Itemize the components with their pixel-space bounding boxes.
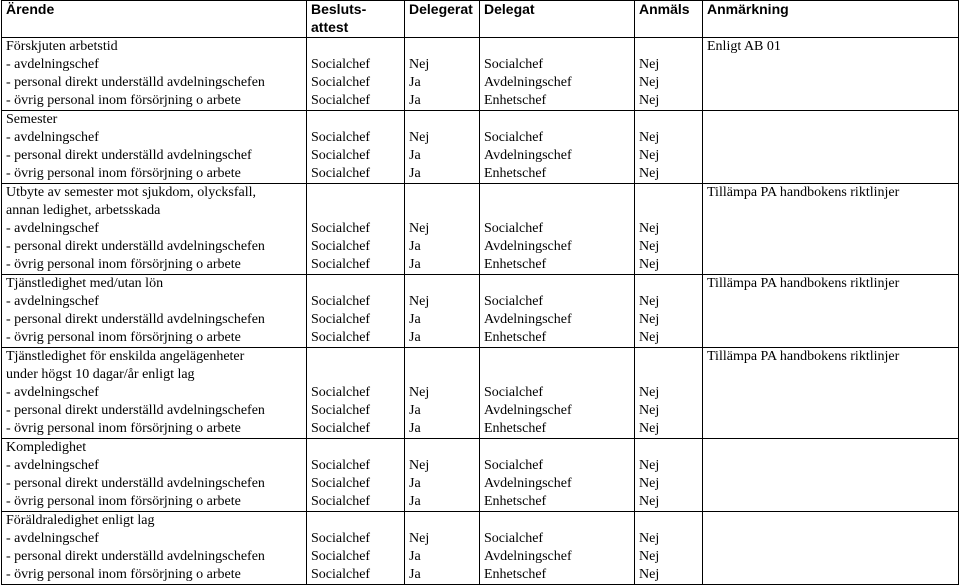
delegat-value: Socialchef bbox=[484, 385, 544, 400]
anmals-value: Nej bbox=[639, 567, 660, 582]
delegerat-value: Nej bbox=[409, 294, 430, 309]
delegat-cell bbox=[480, 439, 635, 512]
delegat-value: Enhetschef bbox=[484, 494, 547, 509]
delegerat-value bbox=[409, 348, 475, 366]
anmals-value bbox=[639, 38, 698, 56]
delegat-value: Socialchef bbox=[484, 57, 544, 72]
delegerat-value: Nej bbox=[409, 130, 430, 145]
header-anmals: Anmäls bbox=[635, 1, 703, 38]
delegerat-value: Ja bbox=[409, 148, 421, 163]
arende-line: - personal direkt underställd avdelningschefen bbox=[6, 75, 265, 90]
header-arende: Ärende bbox=[2, 1, 307, 38]
anmarkning-cell bbox=[703, 275, 959, 348]
delegat-value: Avdelningschef bbox=[484, 549, 572, 564]
arende-line: - personal direkt underställd avdelningschefen bbox=[6, 403, 265, 418]
anmarkning-value bbox=[707, 512, 954, 530]
delegat-value: Enhetschef bbox=[484, 421, 547, 436]
delegerat-value bbox=[409, 202, 475, 220]
anmals-value bbox=[639, 512, 698, 530]
beslutsattest-cell bbox=[307, 275, 405, 348]
delegerat-cell bbox=[405, 111, 480, 184]
arende-line: Förskjuten arbetstid bbox=[6, 39, 118, 54]
anmals-value bbox=[639, 111, 698, 129]
arende-cell bbox=[2, 111, 307, 184]
beslutsattest-value: Socialchef bbox=[311, 166, 371, 181]
delegerat-value: Ja bbox=[409, 476, 421, 491]
beslutsattest-cell bbox=[307, 348, 405, 439]
anmals-cell bbox=[635, 184, 703, 275]
arende-line: - avdelningschef bbox=[6, 531, 99, 546]
delegat-value: Avdelningschef bbox=[484, 239, 572, 254]
anmals-cell bbox=[635, 439, 703, 512]
anmals-cell bbox=[635, 275, 703, 348]
delegerat-value: Ja bbox=[409, 567, 421, 582]
anmarkning-value: Tillämpa PA handbokens riktlinjer bbox=[707, 349, 900, 364]
anmals-value: Nej bbox=[639, 330, 660, 345]
beslutsattest-cell bbox=[307, 38, 405, 111]
delegerat-value: Ja bbox=[409, 549, 421, 564]
header-delegerat: Delegerat bbox=[405, 1, 480, 38]
table-body bbox=[2, 38, 959, 585]
anmals-value: Nej bbox=[639, 312, 660, 327]
arende-cell bbox=[2, 275, 307, 348]
delegat-value: Socialchef bbox=[484, 531, 544, 546]
delegerat-value bbox=[409, 111, 475, 129]
anmals-value: Nej bbox=[639, 130, 660, 145]
beslutsattest-value: Socialchef bbox=[311, 531, 371, 546]
beslutsattest-value: Socialchef bbox=[311, 403, 371, 418]
header-row bbox=[2, 1, 959, 38]
beslutsattest-value bbox=[311, 512, 400, 530]
delegerat-value: Ja bbox=[409, 312, 421, 327]
anmals-value: Nej bbox=[639, 75, 660, 90]
header-delegat: Delegat bbox=[480, 1, 635, 38]
table-row bbox=[2, 348, 959, 439]
delegerat-value: Nej bbox=[409, 221, 430, 236]
anmals-value bbox=[639, 275, 698, 293]
delegat-value bbox=[484, 202, 630, 220]
delegerat-value: Ja bbox=[409, 166, 421, 181]
beslutsattest-value bbox=[311, 366, 400, 384]
arende-line: - övrig personal inom försörjning o arbete bbox=[6, 166, 241, 181]
beslutsattest-value: Socialchef bbox=[311, 549, 371, 564]
beslutsattest-value: Socialchef bbox=[311, 130, 371, 145]
arende-line: Tjänstledighet för enskilda angelägenheter bbox=[6, 349, 245, 364]
delegerat-value: Ja bbox=[409, 421, 421, 436]
arende-line: - övrig personal inom försörjning o arbete bbox=[6, 421, 241, 436]
beslutsattest-cell bbox=[307, 184, 405, 275]
anmals-value: Nej bbox=[639, 57, 660, 72]
table-row bbox=[2, 38, 959, 111]
arende-line: - avdelningschef bbox=[6, 294, 99, 309]
anmals-value bbox=[639, 202, 698, 220]
delegat-value: Enhetschef bbox=[484, 567, 547, 582]
anmarkning-cell bbox=[703, 38, 959, 111]
table-row bbox=[2, 275, 959, 348]
arende-line: - personal direkt underställd avdelningschefen bbox=[6, 549, 265, 564]
delegerat-value: Ja bbox=[409, 93, 421, 108]
beslutsattest-cell bbox=[307, 439, 405, 512]
table-row bbox=[2, 439, 959, 512]
beslutsattest-value bbox=[311, 202, 400, 220]
arende-line: - personal direkt underställd avdelningschefen bbox=[6, 239, 265, 254]
delegerat-value: Nej bbox=[409, 458, 430, 473]
beslutsattest-value bbox=[311, 111, 400, 129]
header-beslutsattest bbox=[307, 1, 405, 38]
beslutsattest-value: Socialchef bbox=[311, 239, 371, 254]
arende-line: annan ledighet, arbetsskada bbox=[6, 203, 161, 218]
anmarkning-value: Enligt AB 01 bbox=[707, 39, 781, 54]
anmals-value: Nej bbox=[639, 549, 660, 564]
delegat-value bbox=[484, 38, 630, 56]
delegerat-value bbox=[409, 439, 475, 457]
beslutsattest-value bbox=[311, 275, 400, 293]
beslutsattest-value: Socialchef bbox=[311, 494, 371, 509]
arende-cell bbox=[2, 38, 307, 111]
anmarkning-value bbox=[707, 439, 954, 457]
anmals-value bbox=[639, 348, 698, 366]
arende-line: under högst 10 dagar/år enligt lag bbox=[6, 367, 195, 382]
anmarkning-cell bbox=[703, 184, 959, 275]
beslutsattest-value: Socialchef bbox=[311, 385, 371, 400]
arende-line: - personal direkt underställd avdelningschef bbox=[6, 148, 252, 163]
beslutsattest-cell bbox=[307, 512, 405, 585]
beslutsattest-value: Socialchef bbox=[311, 458, 371, 473]
arende-line: - personal direkt underställd avdelningschefen bbox=[6, 312, 265, 327]
delegat-value: Socialchef bbox=[484, 458, 544, 473]
beslutsattest-value bbox=[311, 439, 400, 457]
anmarkning-cell bbox=[703, 439, 959, 512]
arende-line: - avdelningschef bbox=[6, 221, 99, 236]
arende-line: Föräldraledighet enligt lag bbox=[6, 513, 155, 528]
delegat-value: Socialchef bbox=[484, 221, 544, 236]
anmals-value: Nej bbox=[639, 221, 660, 236]
anmals-value: Nej bbox=[639, 421, 660, 436]
delegerat-cell bbox=[405, 38, 480, 111]
delegat-value bbox=[484, 348, 630, 366]
delegat-value: Avdelningschef bbox=[484, 75, 572, 90]
delegat-value bbox=[484, 439, 630, 457]
beslutsattest-value: Socialchef bbox=[311, 330, 371, 345]
delegerat-cell bbox=[405, 184, 480, 275]
delegat-cell bbox=[480, 512, 635, 585]
anmals-value: Nej bbox=[639, 385, 660, 400]
arende-line: Semester bbox=[6, 112, 58, 127]
beslutsattest-value: Socialchef bbox=[311, 294, 371, 309]
delegat-cell bbox=[480, 111, 635, 184]
anmals-value: Nej bbox=[639, 458, 660, 473]
arende-line: - övrig personal inom försörjning o arbete bbox=[6, 494, 241, 509]
arende-line: - övrig personal inom försörjning o arbete bbox=[6, 257, 241, 272]
beslutsattest-value bbox=[311, 38, 400, 56]
arende-line: - avdelningschef bbox=[6, 130, 99, 145]
beslutsattest-value: Socialchef bbox=[311, 148, 371, 163]
header-beslutsattest-line2: attest bbox=[311, 18, 349, 35]
table-row bbox=[2, 184, 959, 275]
delegat-cell bbox=[480, 38, 635, 111]
beslutsattest-value: Socialchef bbox=[311, 93, 371, 108]
beslutsattest-value: Socialchef bbox=[311, 75, 371, 90]
delegerat-cell bbox=[405, 512, 480, 585]
delegerat-value: Ja bbox=[409, 75, 421, 90]
delegerat-value: Nej bbox=[409, 57, 430, 72]
delegat-value: Avdelningschef bbox=[484, 148, 572, 163]
table-row bbox=[2, 512, 959, 585]
anmals-value: Nej bbox=[639, 531, 660, 546]
beslutsattest-value: Socialchef bbox=[311, 476, 371, 491]
anmals-cell bbox=[635, 111, 703, 184]
beslutsattest-value: Socialchef bbox=[311, 257, 371, 272]
anmals-cell bbox=[635, 38, 703, 111]
beslutsattest-value bbox=[311, 348, 400, 366]
delegerat-value: Ja bbox=[409, 257, 421, 272]
delegat-value: Enhetschef bbox=[484, 166, 547, 181]
delegerat-value: Nej bbox=[409, 385, 430, 400]
arende-line: - avdelningschef bbox=[6, 458, 99, 473]
beslutsattest-value bbox=[311, 184, 400, 202]
beslutsattest-value: Socialchef bbox=[311, 312, 371, 327]
header-beslutsattest-line1: Besluts- bbox=[311, 1, 367, 17]
arende-line: - avdelningschef bbox=[6, 385, 99, 400]
delegat-value: Socialchef bbox=[484, 130, 544, 145]
arende-line: - övrig personal inom försörjning o arbete bbox=[6, 93, 241, 108]
delegerat-value bbox=[409, 366, 475, 384]
delegerat-value bbox=[409, 275, 475, 293]
anmals-value bbox=[639, 366, 698, 384]
delegat-value: Avdelningschef bbox=[484, 403, 572, 418]
delegat-value bbox=[484, 184, 630, 202]
delegat-value: Enhetschef bbox=[484, 257, 547, 272]
anmals-cell bbox=[635, 348, 703, 439]
table-row bbox=[2, 111, 959, 184]
anmarkning-value: Tillämpa PA handbokens riktlinjer bbox=[707, 276, 900, 291]
anmals-value bbox=[639, 184, 698, 202]
arende-line: Utbyte av semester mot sjukdom, olycksfall, bbox=[6, 185, 257, 200]
delegerat-value: Ja bbox=[409, 494, 421, 509]
anmals-value: Nej bbox=[639, 239, 660, 254]
anmals-value: Nej bbox=[639, 257, 660, 272]
header-anmarkning: Anmärkning bbox=[703, 1, 959, 38]
anmarkning-value bbox=[707, 111, 954, 129]
delegerat-cell bbox=[405, 275, 480, 348]
beslutsattest-value: Socialchef bbox=[311, 421, 371, 436]
beslutsattest-value: Socialchef bbox=[311, 567, 371, 582]
delegat-cell bbox=[480, 184, 635, 275]
delegation-table bbox=[1, 0, 959, 585]
beslutsattest-value: Socialchef bbox=[311, 221, 371, 236]
beslutsattest-cell bbox=[307, 111, 405, 184]
anmals-value: Nej bbox=[639, 148, 660, 163]
delegerat-value bbox=[409, 184, 475, 202]
anmals-value: Nej bbox=[639, 166, 660, 181]
arende-cell bbox=[2, 184, 307, 275]
delegerat-cell bbox=[405, 348, 480, 439]
anmarkning-cell bbox=[703, 512, 959, 585]
anmarkning-cell bbox=[703, 111, 959, 184]
delegat-value: Enhetschef bbox=[484, 93, 547, 108]
delegerat-value: Ja bbox=[409, 239, 421, 254]
anmals-value: Nej bbox=[639, 294, 660, 309]
delegerat-value bbox=[409, 38, 475, 56]
anmals-value: Nej bbox=[639, 93, 660, 108]
delegat-cell bbox=[480, 275, 635, 348]
delegerat-value: Ja bbox=[409, 403, 421, 418]
anmarkning-cell bbox=[703, 348, 959, 439]
delegat-value: Avdelningschef bbox=[484, 476, 572, 491]
delegat-value bbox=[484, 275, 630, 293]
anmals-value: Nej bbox=[639, 476, 660, 491]
delegat-value bbox=[484, 111, 630, 129]
arende-line: - avdelningschef bbox=[6, 57, 99, 72]
delegat-value bbox=[484, 512, 630, 530]
beslutsattest-value: Socialchef bbox=[311, 57, 371, 72]
delegat-value: Socialchef bbox=[484, 294, 544, 309]
delegat-cell bbox=[480, 348, 635, 439]
delegat-value bbox=[484, 366, 630, 384]
arende-line: - övrig personal inom försörjning o arbete bbox=[6, 330, 241, 345]
delegerat-value bbox=[409, 512, 475, 530]
delegerat-value: Ja bbox=[409, 330, 421, 345]
delegerat-cell bbox=[405, 439, 480, 512]
delegat-value: Avdelningschef bbox=[484, 312, 572, 327]
arende-cell bbox=[2, 512, 307, 585]
arende-line: - övrig personal inom försörjning o arbete bbox=[6, 567, 241, 582]
anmals-value: Nej bbox=[639, 403, 660, 418]
anmals-cell bbox=[635, 512, 703, 585]
anmals-value: Nej bbox=[639, 494, 660, 509]
arende-cell bbox=[2, 439, 307, 512]
delegat-value: Enhetschef bbox=[484, 330, 547, 345]
anmarkning-value: Tillämpa PA handbokens riktlinjer bbox=[707, 185, 900, 200]
anmals-value bbox=[639, 439, 698, 457]
arende-line: Tjänstledighet med/utan lön bbox=[6, 276, 164, 291]
delegerat-value: Nej bbox=[409, 531, 430, 546]
arende-line: - personal direkt underställd avdelningschefen bbox=[6, 476, 265, 491]
arende-cell bbox=[2, 348, 307, 439]
arende-line: Kompledighet bbox=[6, 440, 87, 455]
